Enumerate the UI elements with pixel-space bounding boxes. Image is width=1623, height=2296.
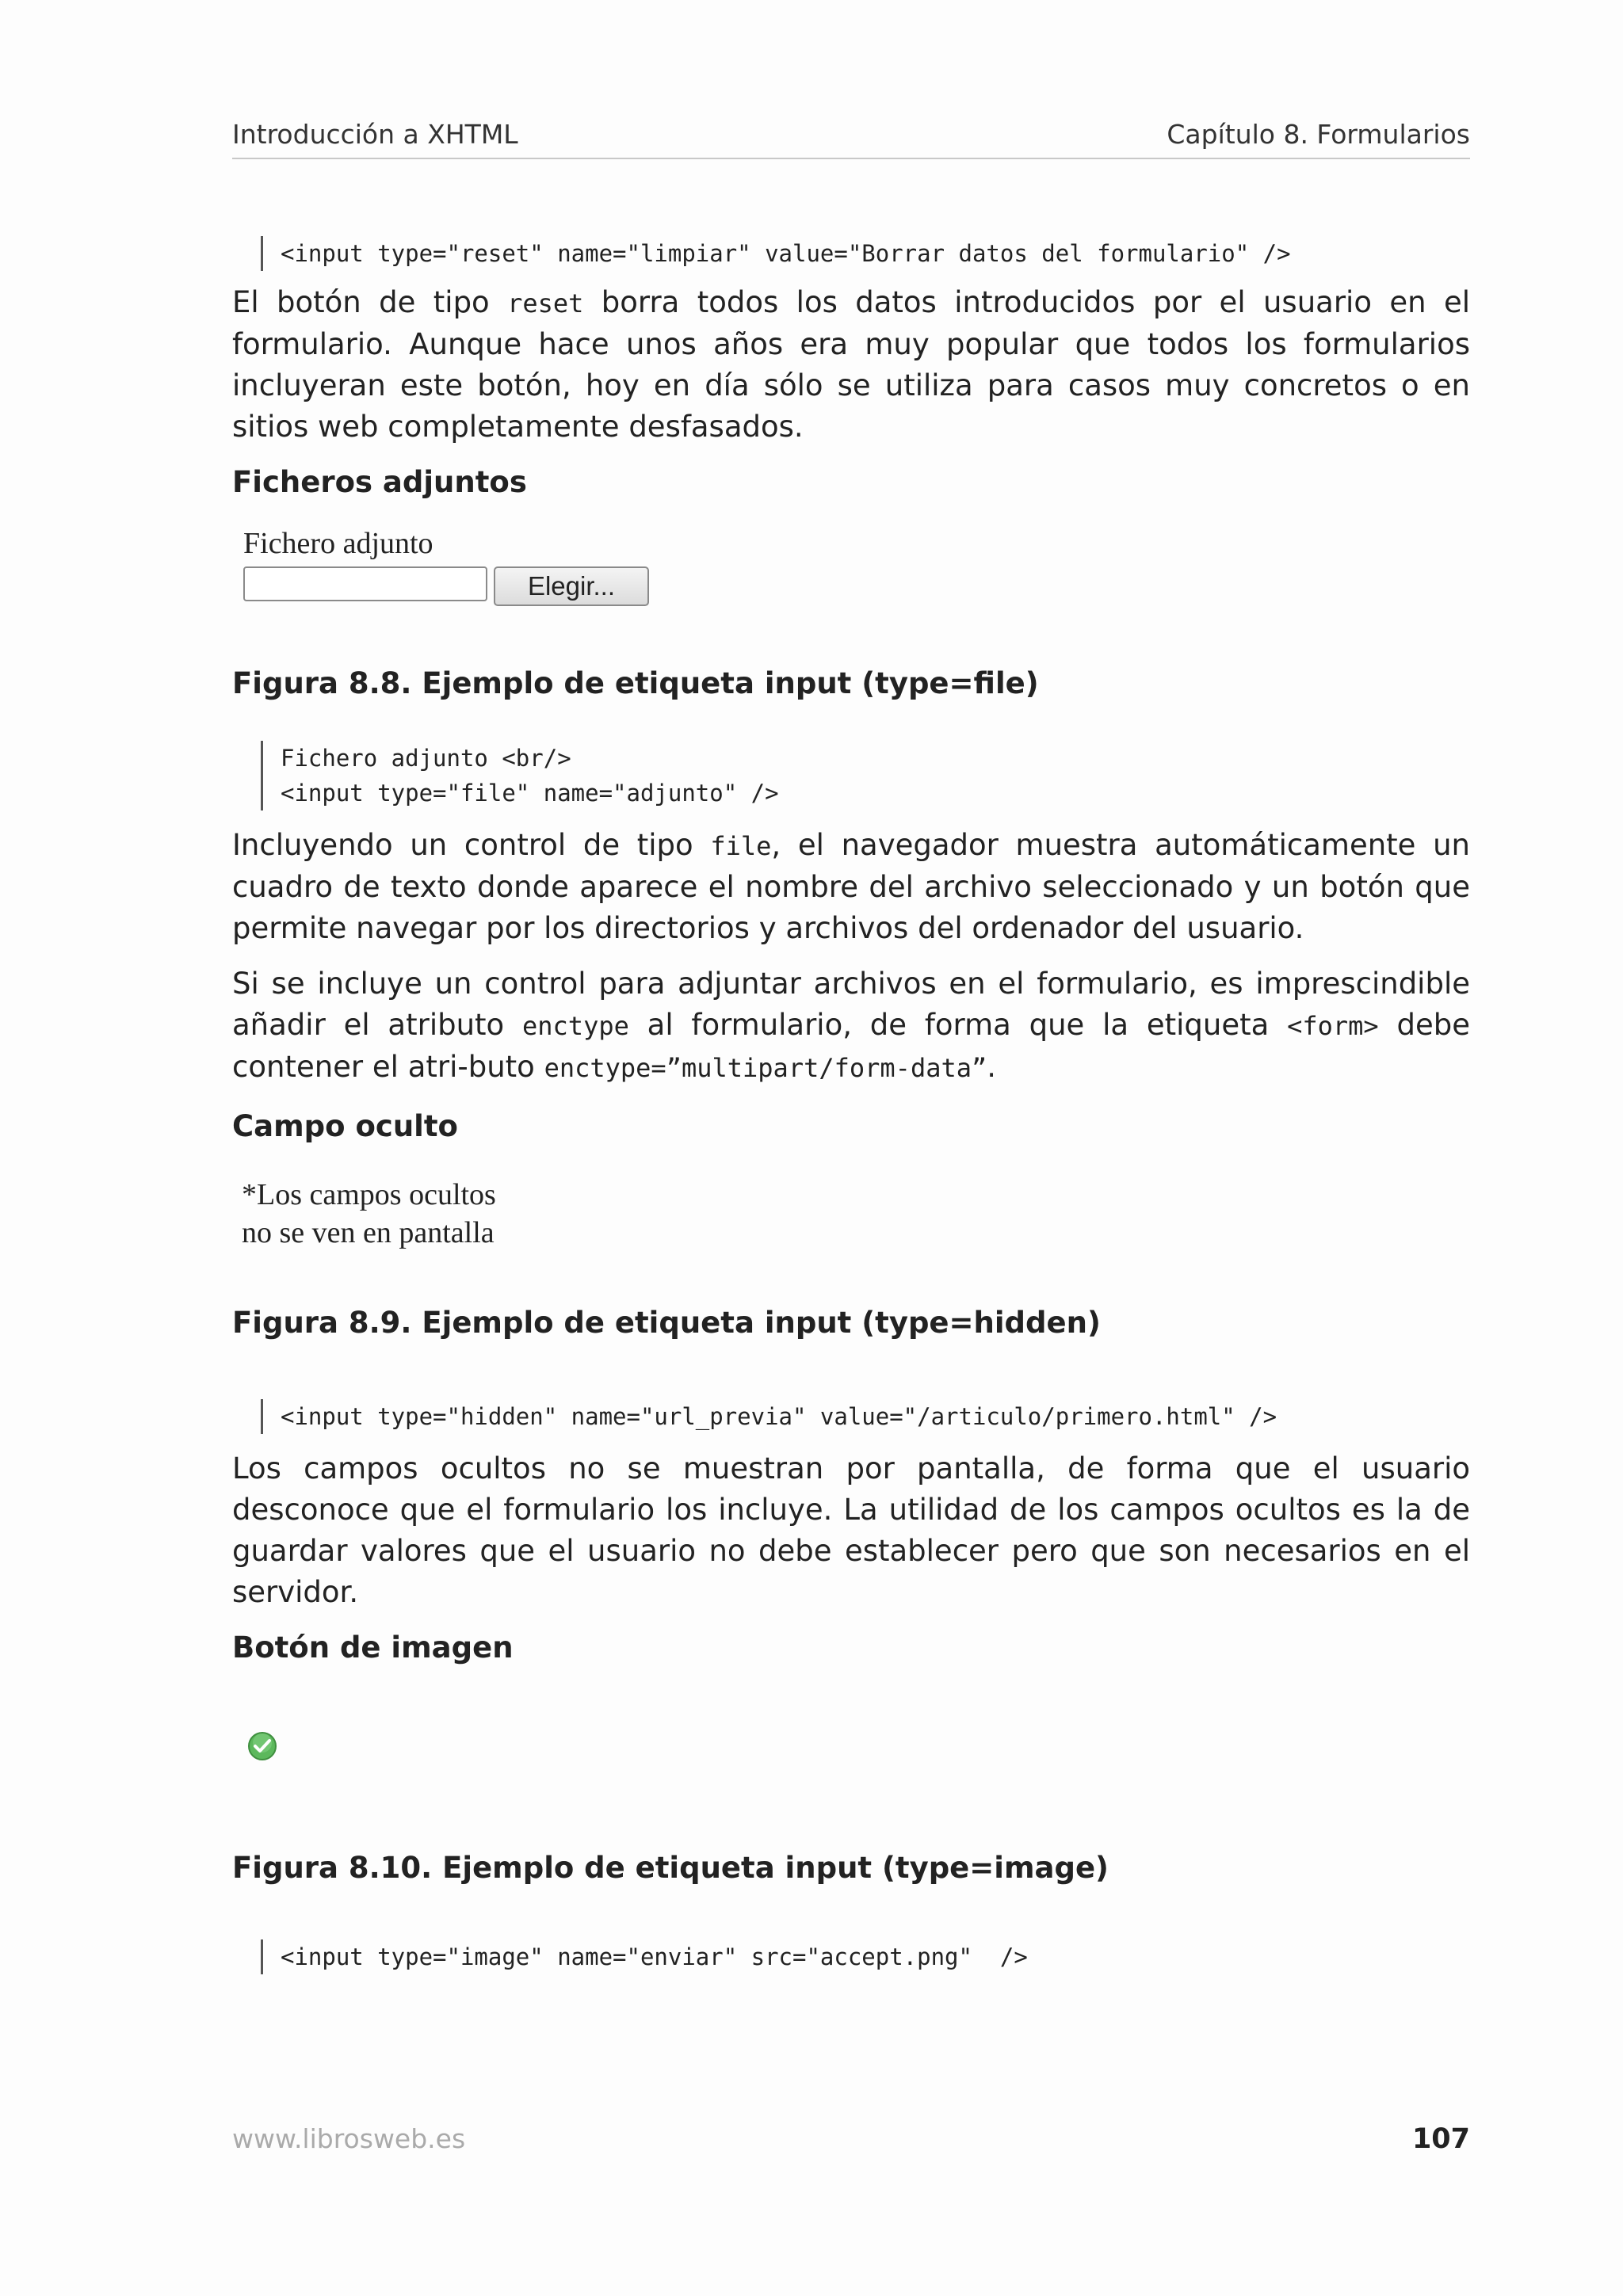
paragraph-reset [232, 282, 1470, 448]
figure-caption-8-8: Figura 8.8. Ejemplo de etiqueta input (type=file) [232, 666, 1039, 700]
inline-code: reset [507, 288, 584, 318]
text-run: al formulario, de forma que la etiqueta [628, 1008, 1288, 1042]
figure-hidden-field [242, 1176, 1470, 1252]
inline-code: <form> [1287, 1011, 1379, 1041]
inline-code: file [710, 831, 772, 861]
figure-file-label: Fichero adjunto [243, 527, 433, 560]
text-run: Incluyendo un control de tipo [232, 828, 711, 862]
page-footer [232, 2123, 1470, 2155]
file-path-input[interactable] [243, 566, 487, 601]
page-content [232, 236, 1470, 1974]
choose-file-button[interactable]: Elegir... [494, 566, 649, 606]
figure-file-row [243, 566, 671, 606]
page-number: 107 [1411, 2123, 1470, 2155]
code-block-hidden: <input type="hidden" name="url_previa" value="/articulo/primero.html" /> [261, 1399, 1470, 1434]
text-run: . [987, 1050, 997, 1084]
page-header [232, 119, 1470, 159]
code-block-file [261, 741, 1470, 810]
code-line: <input type="file" name="adjunto" /> [281, 780, 779, 807]
accept-check-icon[interactable] [246, 1730, 278, 1762]
figure-hidden-line: no se ven en pantalla [242, 1216, 495, 1249]
heading-image: Botón de imagen [232, 1630, 514, 1665]
inline-code: enctype=”multipart/form-data” [544, 1053, 987, 1083]
footer-url[interactable]: www.librosweb.es [232, 2123, 466, 2154]
figure-file-input [243, 525, 671, 606]
text-run: borra todos los datos introducidos por el usuario en el formulario. Aunque hace unos años era muy popular que todos los formularios incluyeran este botón, hoy en día sólo se utiliza para casos muy concretos o en sitios web completamente desfasados. [232, 285, 1470, 444]
text-run: , el navegador muestra automáticamente un cuadro de texto donde aparece el nombre del archivo seleccionado y un botón que permite navegar por los directorios y archivos del ordenador del usuario. [232, 828, 1471, 945]
header-chapter-title: Capítulo 8. Formularios [1167, 119, 1470, 150]
text-run: El botón de tipo [232, 285, 508, 319]
code-line: Fichero adjunto <br/> [281, 745, 571, 772]
heading-hidden: Campo oculto [232, 1109, 458, 1143]
figure-caption-8-10: Figura 8.10. Ejemplo de etiqueta input (type=image) [232, 1851, 1109, 1885]
paragraph-hidden: Los campos ocultos no se muestran por pantalla, de forma que el usuario desconoce que el formulario los incluye. La utilidad de los campos ocultos es la de guardar valores que el usuario no debe establecer pero que son necesarios en el servidor. [232, 1451, 1470, 1609]
code-block-image: <input type="image" name="enviar" src="accept.png" /> [261, 1939, 1470, 1974]
code-block-reset: <input type="reset" name="limpiar" value="Borrar datos del formulario" /> [261, 236, 1470, 271]
inline-code: enctype [522, 1011, 629, 1041]
heading-file: Ficheros adjuntos [232, 465, 527, 499]
text-run: Si se incluye un control para adjuntar archivos en el formulario, es imprescindible añadir el atributo [232, 967, 1470, 1042]
figure-caption-8-9: Figura 8.9. Ejemplo de etiqueta input (type=hidden) [232, 1306, 1101, 1340]
paragraph-file-2 [232, 963, 1470, 1089]
paragraph-file-1 [232, 825, 1470, 949]
header-book-title: Introducción a XHTML [232, 119, 518, 150]
text-run: debe contener el atri-buto [232, 1008, 1470, 1084]
figure-hidden-line: *Los campos ocultos [242, 1178, 496, 1211]
